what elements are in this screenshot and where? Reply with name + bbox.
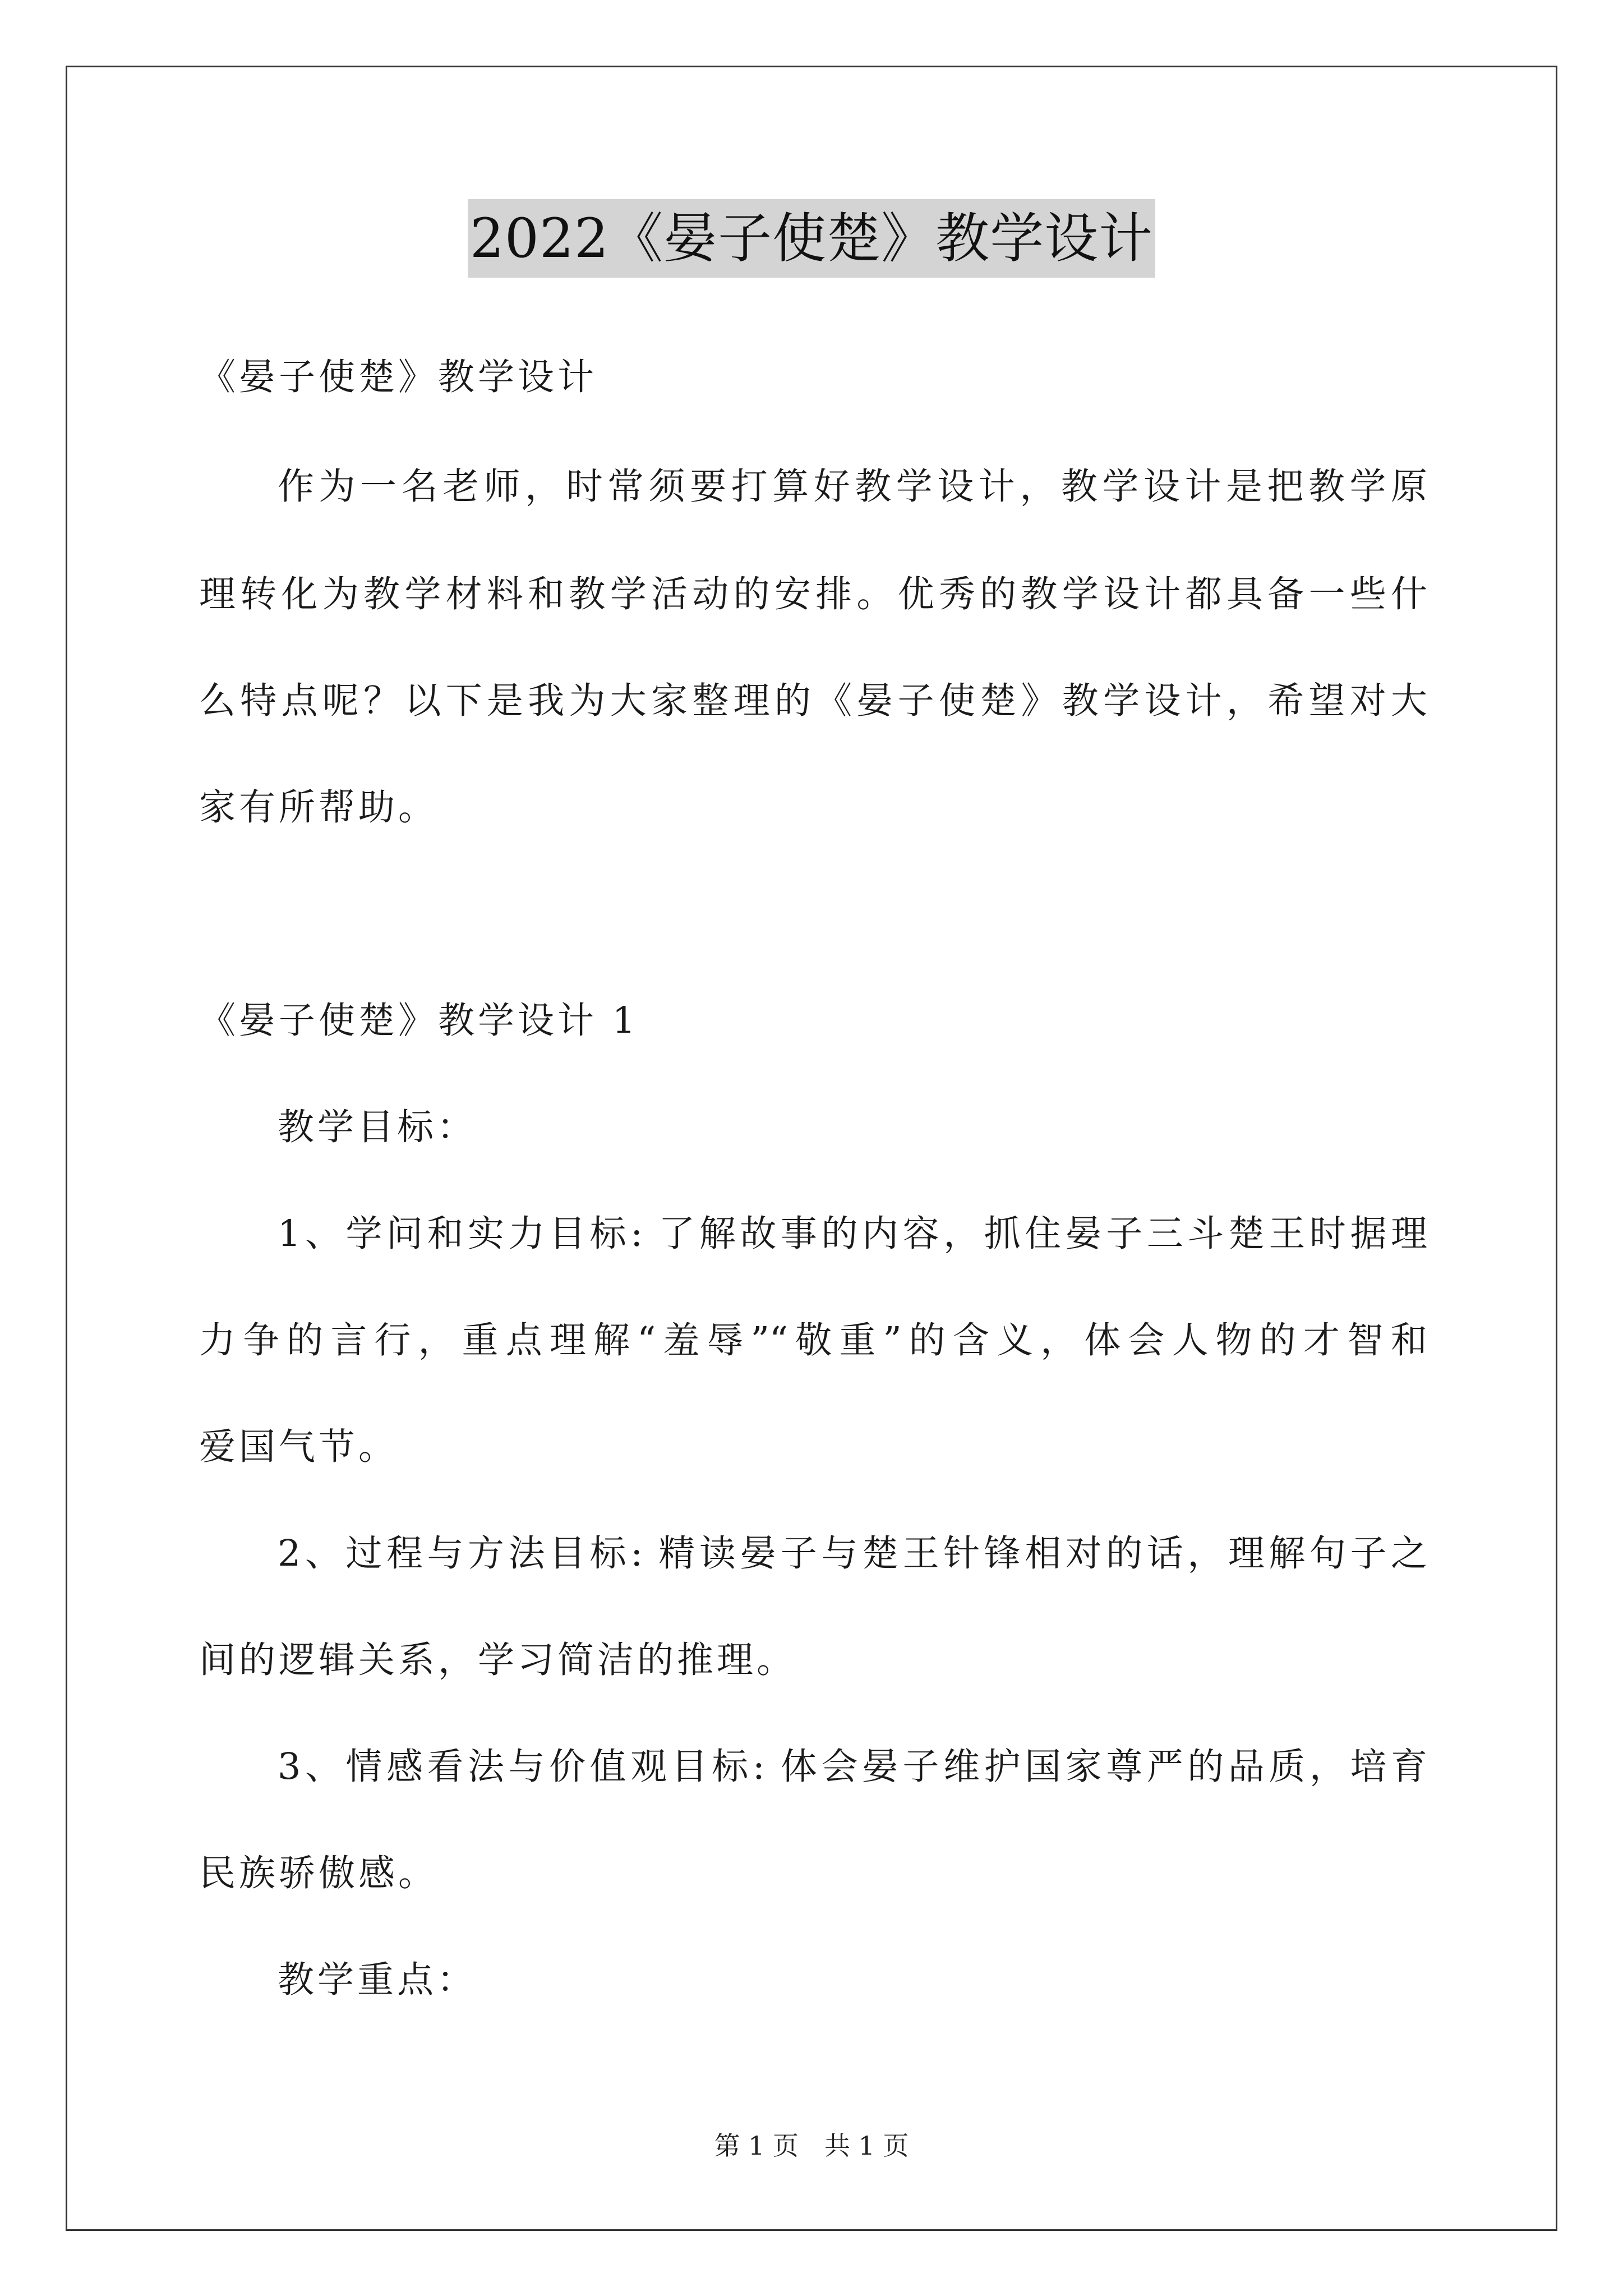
title-container (0, 199, 1623, 278)
page-footer: 第 1 页 共 1 页 (714, 2131, 909, 2161)
objective-2-line-1: 2、过程与方法目标: 精读晏子与楚王针锋相对的话，理解句子之 (278, 1533, 1427, 1575)
intro-line-2: 理转化为教学材料和教学活动的安排。优秀的教学设计都具备一些什 (199, 573, 1427, 615)
document-title: 2022《晏子使楚》教学设计 (468, 199, 1155, 278)
intro-line-3: 么特点呢？以下是我为大家整理的《晏子使楚》教学设计，希望对大 (199, 680, 1427, 722)
focus-heading: 教学重点： (278, 1959, 477, 2001)
objective-1-line-3: 爱国气节。 (199, 1426, 399, 1468)
objective-3-line-2: 民族骄傲感。 (199, 1852, 439, 1894)
document-subtitle: 《晏子使楚》教学设计 (199, 356, 598, 398)
intro-line-1: 作为一名老师，时常须要打算好教学设计，教学设计是把教学原 (278, 466, 1427, 508)
objective-1-line-1: 1、学问和实力目标: 了解故事的内容，抓住晏子三斗楚王时据理 (278, 1213, 1427, 1255)
section-heading: 《晏子使楚》教学设计 1 (199, 1000, 639, 1042)
objective-2-line-2: 间的逻辑关系，学习简洁的推理。 (199, 1639, 797, 1681)
objective-3-line-1: 3、情感看法与价值观目标: 体会晏子维护国家尊严的品质，培育 (278, 1746, 1427, 1788)
objectives-heading: 教学目标： (278, 1106, 477, 1148)
intro-line-4: 家有所帮助。 (199, 786, 439, 829)
objective-1-line-2: 力争的言行，重点理解“羞辱”“敬重”的含义，体会人物的才智和 (199, 1319, 1427, 1361)
